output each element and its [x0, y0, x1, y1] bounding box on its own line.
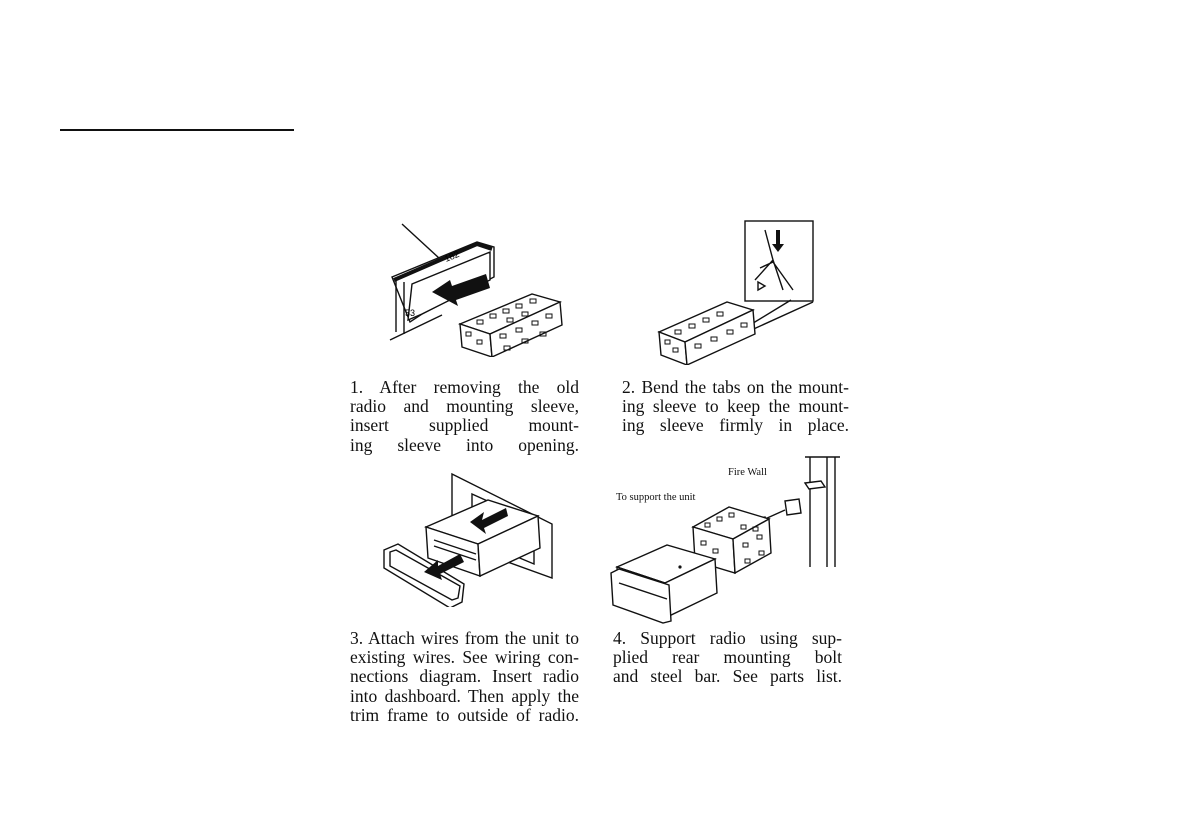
header-rule: [60, 129, 294, 131]
step-1-line: radio and mounting sleeve,: [350, 396, 579, 417]
step-3-line: trim frame to outside of radio.: [350, 704, 579, 725]
figure-step-2: [655, 220, 815, 365]
dimension-53: 53: [405, 308, 416, 318]
step-4-caption: [613, 629, 842, 687]
step-3-line: nections diagram. Insert radio: [350, 666, 579, 687]
step-1-line: 1. After removing the old: [350, 377, 579, 397]
dimension-182: 182: [443, 248, 461, 264]
step-2-caption: [622, 378, 849, 436]
step-4-line: and steel bar. See parts list.: [613, 666, 842, 687]
step-3-line: into dashboard. Then apply the: [350, 685, 579, 706]
step-3-line: 3. Attach wires from the unit to: [350, 628, 579, 648]
step-2-line: 2. Bend the tabs on the mount-: [622, 377, 849, 397]
label-support-unit: To support the unit: [616, 492, 696, 503]
step-1-line: insert supplied mount-: [350, 415, 579, 436]
label-fire-wall: Fire Wall: [728, 467, 767, 478]
step-4-line: 4. Support radio using sup-: [613, 628, 842, 648]
step-4-line: plied rear mounting bolt: [613, 647, 842, 668]
figure-step-1: [382, 222, 592, 357]
step-1-caption: [350, 378, 579, 455]
step-2-line: ing sleeve firmly in place.: [622, 415, 849, 436]
figure-step-3: [382, 472, 557, 607]
step-3-caption: [350, 629, 579, 725]
figure-step-4: [605, 455, 850, 625]
step-1-line: ing sleeve into opening.: [350, 434, 579, 455]
step-2-line: ing sleeve to keep the mount-: [622, 396, 849, 417]
step-3-line: existing wires. See wiring con-: [350, 647, 579, 668]
